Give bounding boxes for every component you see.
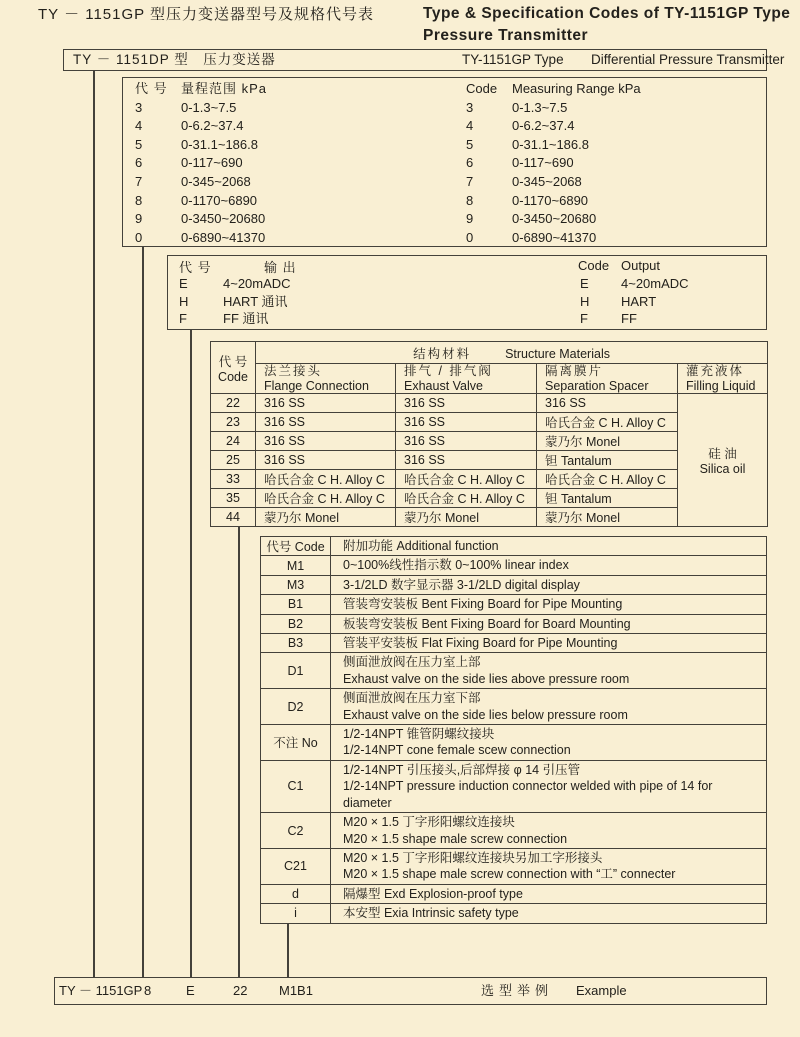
output-row-zh [179,310,291,328]
col-header-en: Exhaust Valve [404,378,483,393]
function-code: d [261,884,331,903]
model-desc-en: Differential Pressure Transmitter [591,52,785,67]
range-code: 7 [466,173,474,189]
output-code: E [580,276,589,291]
col-header-zh: 法兰接头 [264,364,323,378]
output-code: E [179,276,188,291]
range-row-zh [135,99,267,118]
range-value: 0-117~690 [181,155,243,171]
materials-code-header [211,342,256,394]
output-list-zh [179,275,291,328]
output-value: FF [621,311,637,326]
functions-header-desc: 附加功能 Additional function [331,537,767,556]
output-header-label-en: Output [621,258,661,273]
materials-header-row-1 [211,342,768,364]
material-code: 25 [211,451,256,470]
function-desc-line1: 3-1/2LD 数字显示器 3-1/2LD digital display [343,577,580,592]
material-flange: 哈氏合金 C H. Alloy C [256,470,396,489]
function-code: i [261,904,331,923]
output-code: F [179,311,187,326]
function-desc-line1: 隔爆型 Exd Explosion-proof type [343,886,523,901]
function-desc [331,653,767,689]
function-desc [331,760,767,812]
function-desc [331,634,767,653]
col-header-zh: 排气 / 排气阀 [404,364,493,378]
range-value: 0-1.3~7.5 [181,99,237,115]
function-desc-line1: 侧面泄放阀在压力室上部 [343,655,481,670]
output-header-code-zh: 代 号 [179,260,212,275]
range-row-zh [135,229,267,248]
functions-row [261,884,767,903]
function-code: 不注 No [261,725,331,761]
range-code: 3 [135,99,143,115]
range-row-en [466,192,641,211]
connector-line-model [93,70,95,977]
page-title-en-line2: Pressure Transmitter [423,27,589,44]
range-row-en [466,173,641,192]
range-header-label-en: Measuring Range kPa [512,81,641,96]
function-desc-line1: 0~100%线性指示数 0~100% linear index [343,558,569,573]
functions-row [261,848,767,884]
material-flange: 316 SS [256,394,396,413]
range-list-en [466,80,641,247]
connector-line-materials [238,527,240,977]
function-code: B3 [261,634,331,653]
functions-header-row [261,537,767,556]
range-row-en [466,210,641,229]
material-separation: 哈氏合金 C H. Alloy C [537,413,678,432]
material-exhaust: 蒙乃尔 Monel [396,508,537,527]
col-header-zh: 灌充液体 [686,364,745,378]
function-desc [331,725,767,761]
example-material-code: 22 [233,983,248,998]
function-desc-line2: 1/2-14NPT cone female scew connection [343,743,571,758]
function-desc-line1: 侧面泄放阀在压力室下部 [343,691,481,706]
materials-col-header-separation [537,364,678,394]
function-desc [331,848,767,884]
function-desc [331,575,767,594]
col-header-en: Filling Liquid [686,378,756,393]
material-code: 44 [211,508,256,527]
range-value: 0-6890~41370 [181,229,266,245]
page-title-en-line1: Type & Specification Codes of TY-1151GP Type [423,5,791,22]
connector-line-output [190,330,192,977]
function-desc [331,595,767,614]
material-flange: 316 SS [256,432,396,451]
range-list-zh [135,80,267,247]
output-code: H [580,293,590,309]
output-row-en [580,310,689,328]
functions-table [260,536,767,924]
col-header-en: Separation Spacer [545,378,649,393]
range-value: 0-117~690 [512,155,574,171]
material-code: 35 [211,489,256,508]
range-header-code-en: Code [466,81,498,96]
range-value: 0-31.1~186.8 [181,136,258,152]
range-code: 0 [466,229,474,245]
output-code: H [179,293,189,309]
range-header-zh [135,80,267,99]
filling-en: Silica oil [699,462,746,476]
functions-row [261,689,767,725]
range-value: 0-6.2~37.4 [181,118,244,134]
range-code: 4 [135,118,143,134]
functions-row [261,634,767,653]
range-row-en [466,229,641,248]
material-flange: 哈氏合金 C H. Alloy C [256,489,396,508]
material-separation: 钽 Tantalum [537,489,678,508]
functions-row [261,725,767,761]
material-separation: 蒙乃尔 Monel [537,432,678,451]
function-code: B1 [261,595,331,614]
function-desc-line1: M20 × 1.5 丁字形阳螺纹连接块 [343,815,515,830]
range-code: 9 [466,211,474,227]
output-value: HART [621,293,657,309]
function-code: M3 [261,575,331,594]
functions-row [261,595,767,614]
range-value: 0-1170~6890 [181,192,258,208]
model-type-en: TY-1151GP Type [462,52,564,67]
range-value: 0-6890~41370 [512,229,597,245]
material-code: 24 [211,432,256,451]
material-flange: 316 SS [256,413,396,432]
functions-header-code: 代号 Code [261,537,331,556]
material-separation: 钽 Tantalum [537,451,678,470]
function-desc-line2: M20 × 1.5 shape male screw connection with “工” connecter [343,867,676,882]
functions-row [261,556,767,575]
range-code: 5 [466,136,474,152]
range-row-zh [135,154,267,173]
material-exhaust: 316 SS [396,432,537,451]
range-value: 0-345~2068 [181,173,251,189]
col-header-zh: 隔离膜片 [545,364,604,378]
material-code: 23 [211,413,256,432]
materials-header-row-2 [211,364,768,394]
functions-row [261,813,767,849]
material-flange: 蒙乃尔 Monel [256,508,396,527]
material-exhaust: 316 SS [396,394,537,413]
output-row-en [580,293,689,311]
function-desc [331,689,767,725]
function-code: C2 [261,813,331,849]
functions-row [261,760,767,812]
range-code: 6 [135,155,143,171]
range-header-en [466,80,641,99]
material-exhaust: 316 SS [396,413,537,432]
function-desc-line1: 1/2-14NPT 引压接头,后部焊接 φ 14 引压管 [343,762,581,777]
functions-row [261,575,767,594]
materials-title-cell [256,342,768,364]
materials-row [211,394,768,413]
range-code: 0 [135,229,143,245]
range-row-zh [135,210,267,229]
output-header-label-zh: 输 出 [264,260,297,275]
function-desc-line2: M20 × 1.5 shape male screw connection [343,831,568,846]
materials-col-header-filling [678,364,768,394]
range-code: 8 [135,192,143,208]
output-value: 4~20mADC [223,276,291,291]
range-row-en [466,154,641,173]
range-value: 0-1.3~7.5 [512,99,568,115]
output-code: F [580,311,588,326]
range-code: 6 [466,155,474,171]
range-value: 0-31.1~186.8 [512,136,589,152]
function-desc-line2: 1/2-14NPT pressure induction connector welded with pipe of 14 for diameter [343,779,713,810]
material-exhaust: 316 SS [396,451,537,470]
range-value: 0-3450~20680 [181,211,266,227]
function-desc [331,813,767,849]
function-desc-line2: Exhaust valve on the side lies above pressure room [343,671,630,686]
materials-title-zh: 结构材料 [413,346,472,361]
range-code: 5 [135,136,143,152]
output-value: FF 通讯 [223,311,269,326]
model-type-box [63,49,785,71]
range-value: 0-6.2~37.4 [512,118,575,134]
example-label-zh: 选型举例 [481,983,554,998]
material-code: 22 [211,394,256,413]
range-row-en [466,117,641,136]
range-row-zh [135,192,267,211]
material-separation: 哈氏合金 C H. Alloy C [537,470,678,489]
example-model: TY － 1151GP [59,983,143,998]
function-desc-line1: 本安型 Exia Intrinsic safety type [343,906,519,921]
output-box [167,255,767,330]
functions-row [261,904,767,923]
range-row-zh [135,173,267,192]
range-row-en [466,136,641,155]
function-desc-line1: 管装弯安装板 Bent Fixing Board for Pipe Mounting [343,597,623,612]
material-flange: 316 SS [256,451,396,470]
range-value: 0-3450~20680 [512,211,597,227]
material-exhaust: 哈氏合金 C H. Alloy C [396,489,537,508]
function-code: B2 [261,614,331,633]
col-header-en: Flange Connection [264,378,369,393]
range-row-en [466,99,641,118]
function-desc-line1: 管装平安装板 Flat Fixing Board for Pipe Mounting [343,636,618,651]
material-code: 33 [211,470,256,489]
range-code: 8 [466,192,474,208]
page-title-en [423,3,790,47]
range-code: 4 [466,118,474,134]
example-output-code: E [186,983,195,998]
function-code: C1 [261,760,331,812]
material-separation: 316 SS [537,394,678,413]
output-value: HART 通讯 [223,293,288,309]
materials-title-en: Structure Materials [505,346,610,361]
range-row-zh [135,136,267,155]
range-code: 3 [466,99,474,115]
output-value: 4~20mADC [621,276,689,291]
range-value: 0-1170~6890 [512,192,589,208]
output-list-en [580,275,689,328]
output-row-zh [179,293,291,311]
output-header-code-en: Code [578,258,610,273]
range-code: 9 [135,211,143,227]
function-code: D1 [261,653,331,689]
function-code: C21 [261,848,331,884]
function-desc-line1: 板装弯安装板 Bent Fixing Board for Board Mounting [343,616,631,631]
range-header-code-zh: 代 号 [135,81,168,96]
model-label-zh: TY － 1151DP 型 压力变送器 [73,52,276,67]
function-desc-line1: 1/2-14NPT 锥管阴螺纹接块 [343,727,495,742]
connector-line-range [142,247,144,977]
function-code: D2 [261,689,331,725]
range-header-label-zh: 量程范围 kPa [181,81,268,96]
material-filling-cell [678,394,768,527]
functions-row [261,653,767,689]
function-desc [331,614,767,633]
filling-zh: 硅 油 [708,447,737,461]
material-exhaust: 哈氏合金 C H. Alloy C [396,470,537,489]
page-title-zh: TY － 1151GP 型压力变送器型号及规格代号表 [38,6,375,23]
output-row-en [580,275,689,293]
material-separation: 蒙乃尔 Monel [537,508,678,527]
function-desc [331,904,767,923]
range-value: 0-345~2068 [512,173,582,189]
functions-row [261,614,767,633]
function-desc-line2: Exhaust valve on the side lies below pressure room [343,707,628,722]
materials-col-header-exhaust [396,364,537,394]
example-function-code: M1B1 [279,983,313,998]
materials-col-header-flange [256,364,396,394]
example-label-en: Example [576,983,627,998]
materials-code-label-en: Code [218,369,248,384]
function-desc [331,556,767,575]
output-row-zh [179,275,291,293]
example-box [54,977,767,1005]
function-desc [331,884,767,903]
range-row-zh [135,117,267,136]
function-desc-line1: M20 × 1.5 丁字形阳螺纹连接块另加工字形接头 [343,850,603,865]
materials-table [210,341,768,527]
function-code: M1 [261,556,331,575]
measuring-range-box [122,77,767,247]
example-range-code: 8 [144,983,152,998]
materials-code-label-zh: 代 号 [218,354,248,369]
range-code: 7 [135,173,143,189]
